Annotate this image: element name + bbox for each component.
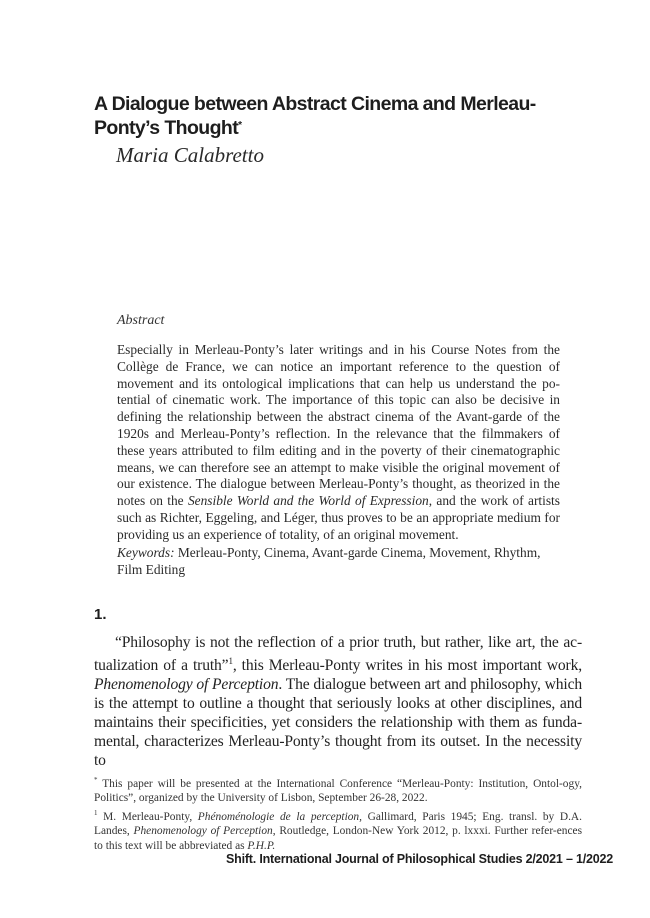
footnote-1-marker: 1 [94, 808, 98, 817]
footnote-star [94, 773, 582, 806]
footnote-ref-1: 1 [228, 656, 233, 666]
footnote-star-marker: * [94, 776, 98, 784]
body-italic-work: Phenomenology of Perception [94, 676, 279, 694]
abstract-italic-title: Sensible World and the World of Expression [187, 493, 429, 509]
body-text-part3: . The dialogue between art and philosophy, which is the attempt to outline a thought that seriously looks at other disciplines, and maintains their specificities, yet considers the relationship with them as funda-mental, characterizes Merleau-Ponty’s thought from its outset. In the necessity to [94, 676, 582, 770]
paper-title-text: A Dialogue between Abstract Cinema and Merleau-Ponty’s Thought [94, 93, 536, 139]
abstract-text-part2: , and the work of artists such as Richter, Eggeling, and Léger, thus proves to be an appropriate medium for providing us an experience of totality, of an original movement. [117, 493, 560, 542]
footnote-1-italic-2: Phenomenology of Perception [133, 825, 273, 838]
abstract-text-part1: Especially in Merleau-Ponty’s later writings and in his Course Notes from the Collège de France, we can notice an important reference to the question of movement and its ontological implications that can help us understand the po-tential of cinematic work. The importance of this topic can also be decisive in defining the relationship between the abstract cinema of the Avant-garde of the 1920s and Merleau-Ponty’s reflection. In the relevance that the filmmakers of these years attributed to film editing and in the poverty of their cinematographic means, we can therefore see an attempt to make visible the original movement of our existence. The dialogue between Merleau-Ponty’s thought, as theorized in the notes on the [117, 342, 560, 509]
body-paragraph [94, 633, 582, 770]
keywords [117, 545, 560, 579]
footnote-1-text-b: Gallimard, Paris 1945; Eng. transl. by D.A. Landes, [94, 810, 582, 838]
abstract-heading: Abstract [117, 313, 165, 328]
body-text-part1: “Philosophy is not the reflection of a prior truth, but rather, like art, the ac-tualization of a truth” [94, 634, 582, 675]
body-text-part2: , this Merleau-Ponty writes in his most important work, [232, 657, 582, 675]
journal-footer: Shift. International Journal of Philosophical Studies 2/2021 – 1/2022 [226, 852, 614, 866]
keywords-text: Merleau-Ponty, Cinema, Avant-garde Cinema, Movement, Rhythm, Film Editing [117, 545, 541, 577]
title-footnote-marker: * [238, 120, 242, 131]
section-number: 1. [94, 606, 107, 623]
footnote-1-text-c: , Routledge, London-New York 2012, p. lxxxi. Further refer-ences to this text will be abbreviated as [94, 825, 583, 852]
footnotes [94, 773, 582, 854]
footnote-star-text: This paper will be presented at the International Conference “Merleau-Ponty: Institution, Ontol-ogy, Politics”, organized by the University of Lisbon, September 26-28, 2022. [94, 777, 582, 805]
author-name: Maria Calabretto [116, 143, 264, 167]
keywords-label: Keywords: [117, 545, 175, 560]
footnote-1 [94, 806, 582, 854]
footnote-1-text-a: M. Merleau-Ponty, [97, 810, 198, 823]
paper-title [94, 92, 594, 140]
footnote-1-italic-1: Phénoménologie de la perception, [197, 810, 362, 823]
footnote-1-italic-3: P.H.P. [247, 839, 276, 852]
abstract-body [117, 342, 560, 544]
